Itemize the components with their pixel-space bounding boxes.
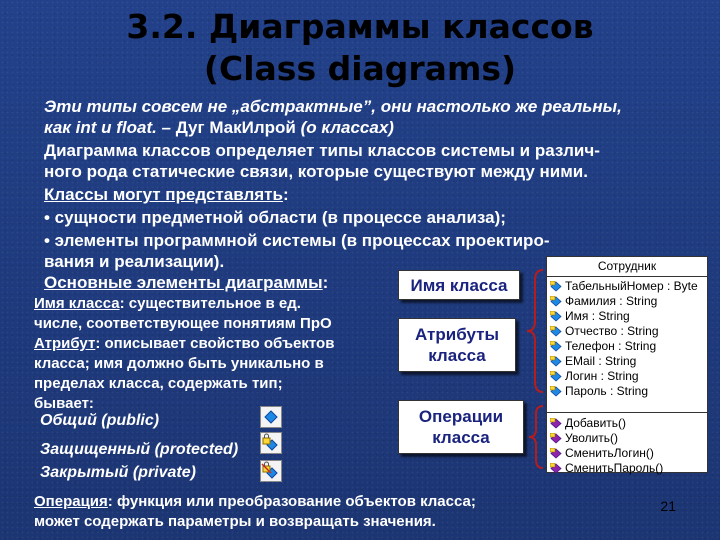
uml-attribute-text: Пароль : String [565,384,648,398]
visibility-protected: Защищенный (protected) [40,441,239,458]
uml-attribute-row [547,279,707,294]
uml-attribute-row [547,354,707,369]
operations-label [398,400,524,454]
uml-operation-row [547,446,707,461]
operations-brace-icon [527,404,545,470]
class-name-desc-1 [34,294,374,314]
class-name-desc-text: : существительное в ед. [119,295,301,312]
uml-class-box [546,256,708,473]
private-attribute-icon [550,281,562,292]
private-attribute-icon [550,386,562,397]
quote-line-1 [44,96,684,117]
attribute-term: Атрибут [34,335,96,352]
operation-term: Операция [34,493,108,510]
uml-attribute-row [547,384,707,399]
attribute-desc-4: бывает: [34,395,94,412]
elements-heading-colon: : [322,273,329,292]
quote-text-2: как int и float. – [44,118,172,137]
attributes-brace-icon [525,268,545,394]
quote-author: Дуг МакИлрой [171,118,296,137]
quote-note: (о классах) [295,118,394,137]
visibility-private: Закрытый (private) [40,464,196,481]
operations-label-line-1: Операции [418,407,504,426]
uml-attribute-row [547,294,707,309]
definition-line-1: Диаграмма классов определяет типы классов системы и различ- [44,141,600,160]
private-attribute-icon [550,371,562,382]
operation-icon [550,433,562,444]
uml-operation-row [547,416,707,431]
protected-visibility-icon [260,432,282,454]
public-visibility-icon [260,406,282,428]
uml-attributes-section [547,277,707,413]
uml-operations-section [547,413,707,476]
uml-attribute-text: Отчество : String [565,324,659,338]
attribute-desc-2: класса; имя должно быть уникально в [34,355,324,372]
uml-operation-row [547,431,707,446]
uml-attribute-row [547,309,707,324]
title-line-2: (Class diagrams) [203,49,517,88]
uml-attribute-text: Фамилия : String [565,294,658,308]
private-attribute-icon [550,296,562,307]
private-attribute-icon [550,341,562,352]
operation-desc-text: : функция или преобразование объектов класса; [107,493,476,510]
private-attribute-icon [550,326,562,337]
quote-line-2 [44,117,684,138]
class-name-term: Имя класса [34,295,120,312]
class-name-label: Имя класса [398,270,520,300]
private-attribute-icon [550,356,562,367]
uml-attribute-text: Логин : String [565,369,639,383]
classes-heading-text: Классы могут представлять [44,185,283,204]
operation-desc-1 [34,492,594,512]
uml-attribute-row [547,339,707,354]
uml-operation-text: СменитьЛогин() [565,446,654,460]
uml-attribute-text: EMail : String [565,354,637,368]
uml-operation-text: Уволить() [565,431,619,445]
private-attribute-icon [550,311,562,322]
bullet-2-line-1: • элементы программной системы (в процессах проектиро- [44,231,550,250]
attributes-label-line-2: класса [428,346,486,365]
operation-icon [550,418,562,429]
page-number: 21 [660,498,676,514]
title-line-1: 3.2. Диаграммы классов [126,7,594,46]
attributes-label-line-1: Атрибуты [415,325,499,344]
private-visibility-icon [260,460,282,482]
uml-operation-text: СменитьПароль() [565,461,664,475]
quote-text-1: Эти типы совсем не „абстрактные”, они настолько же реальны, [44,97,622,116]
uml-attribute-row [547,324,707,339]
class-name-desc-2: числе, соответствующее понятиям ПрО [34,315,332,332]
uml-attribute-text: Имя : String [565,309,630,323]
slide-title [60,6,660,90]
classes-heading [44,184,684,205]
operation-icon [550,448,562,459]
attribute-desc-text: : описывает свойство объектов [95,335,335,352]
operations-label-line-2: класса [432,428,490,447]
uml-attribute-row [547,369,707,384]
attribute-desc-1 [34,334,374,354]
uml-attribute-text: ТабельныйНомер : Byte [565,279,698,293]
definition-line-2: ного рода статические связи, которые существуют между ними. [44,162,588,181]
bullet-2-line-2: вания и реализации). [44,252,225,271]
uml-attribute-text: Телефон : String [565,339,657,353]
classes-heading-colon: : [282,185,289,204]
operation-desc-2: может содержать параметры и возвращать значения. [34,513,436,530]
attributes-label [398,318,516,372]
attribute-desc-3: пределах класса, содержать тип; [34,375,283,392]
operation-icon [550,463,562,474]
visibility-public: Общий (public) [40,412,160,429]
uml-operation-row [547,461,707,476]
uml-class-name: Сотрудник [547,257,707,277]
uml-operation-text: Добавить() [565,416,627,430]
elements-heading-text: Основные элементы диаграммы [44,273,323,292]
bullet-1: • сущности предметной области (в процессе анализа); [44,208,506,227]
